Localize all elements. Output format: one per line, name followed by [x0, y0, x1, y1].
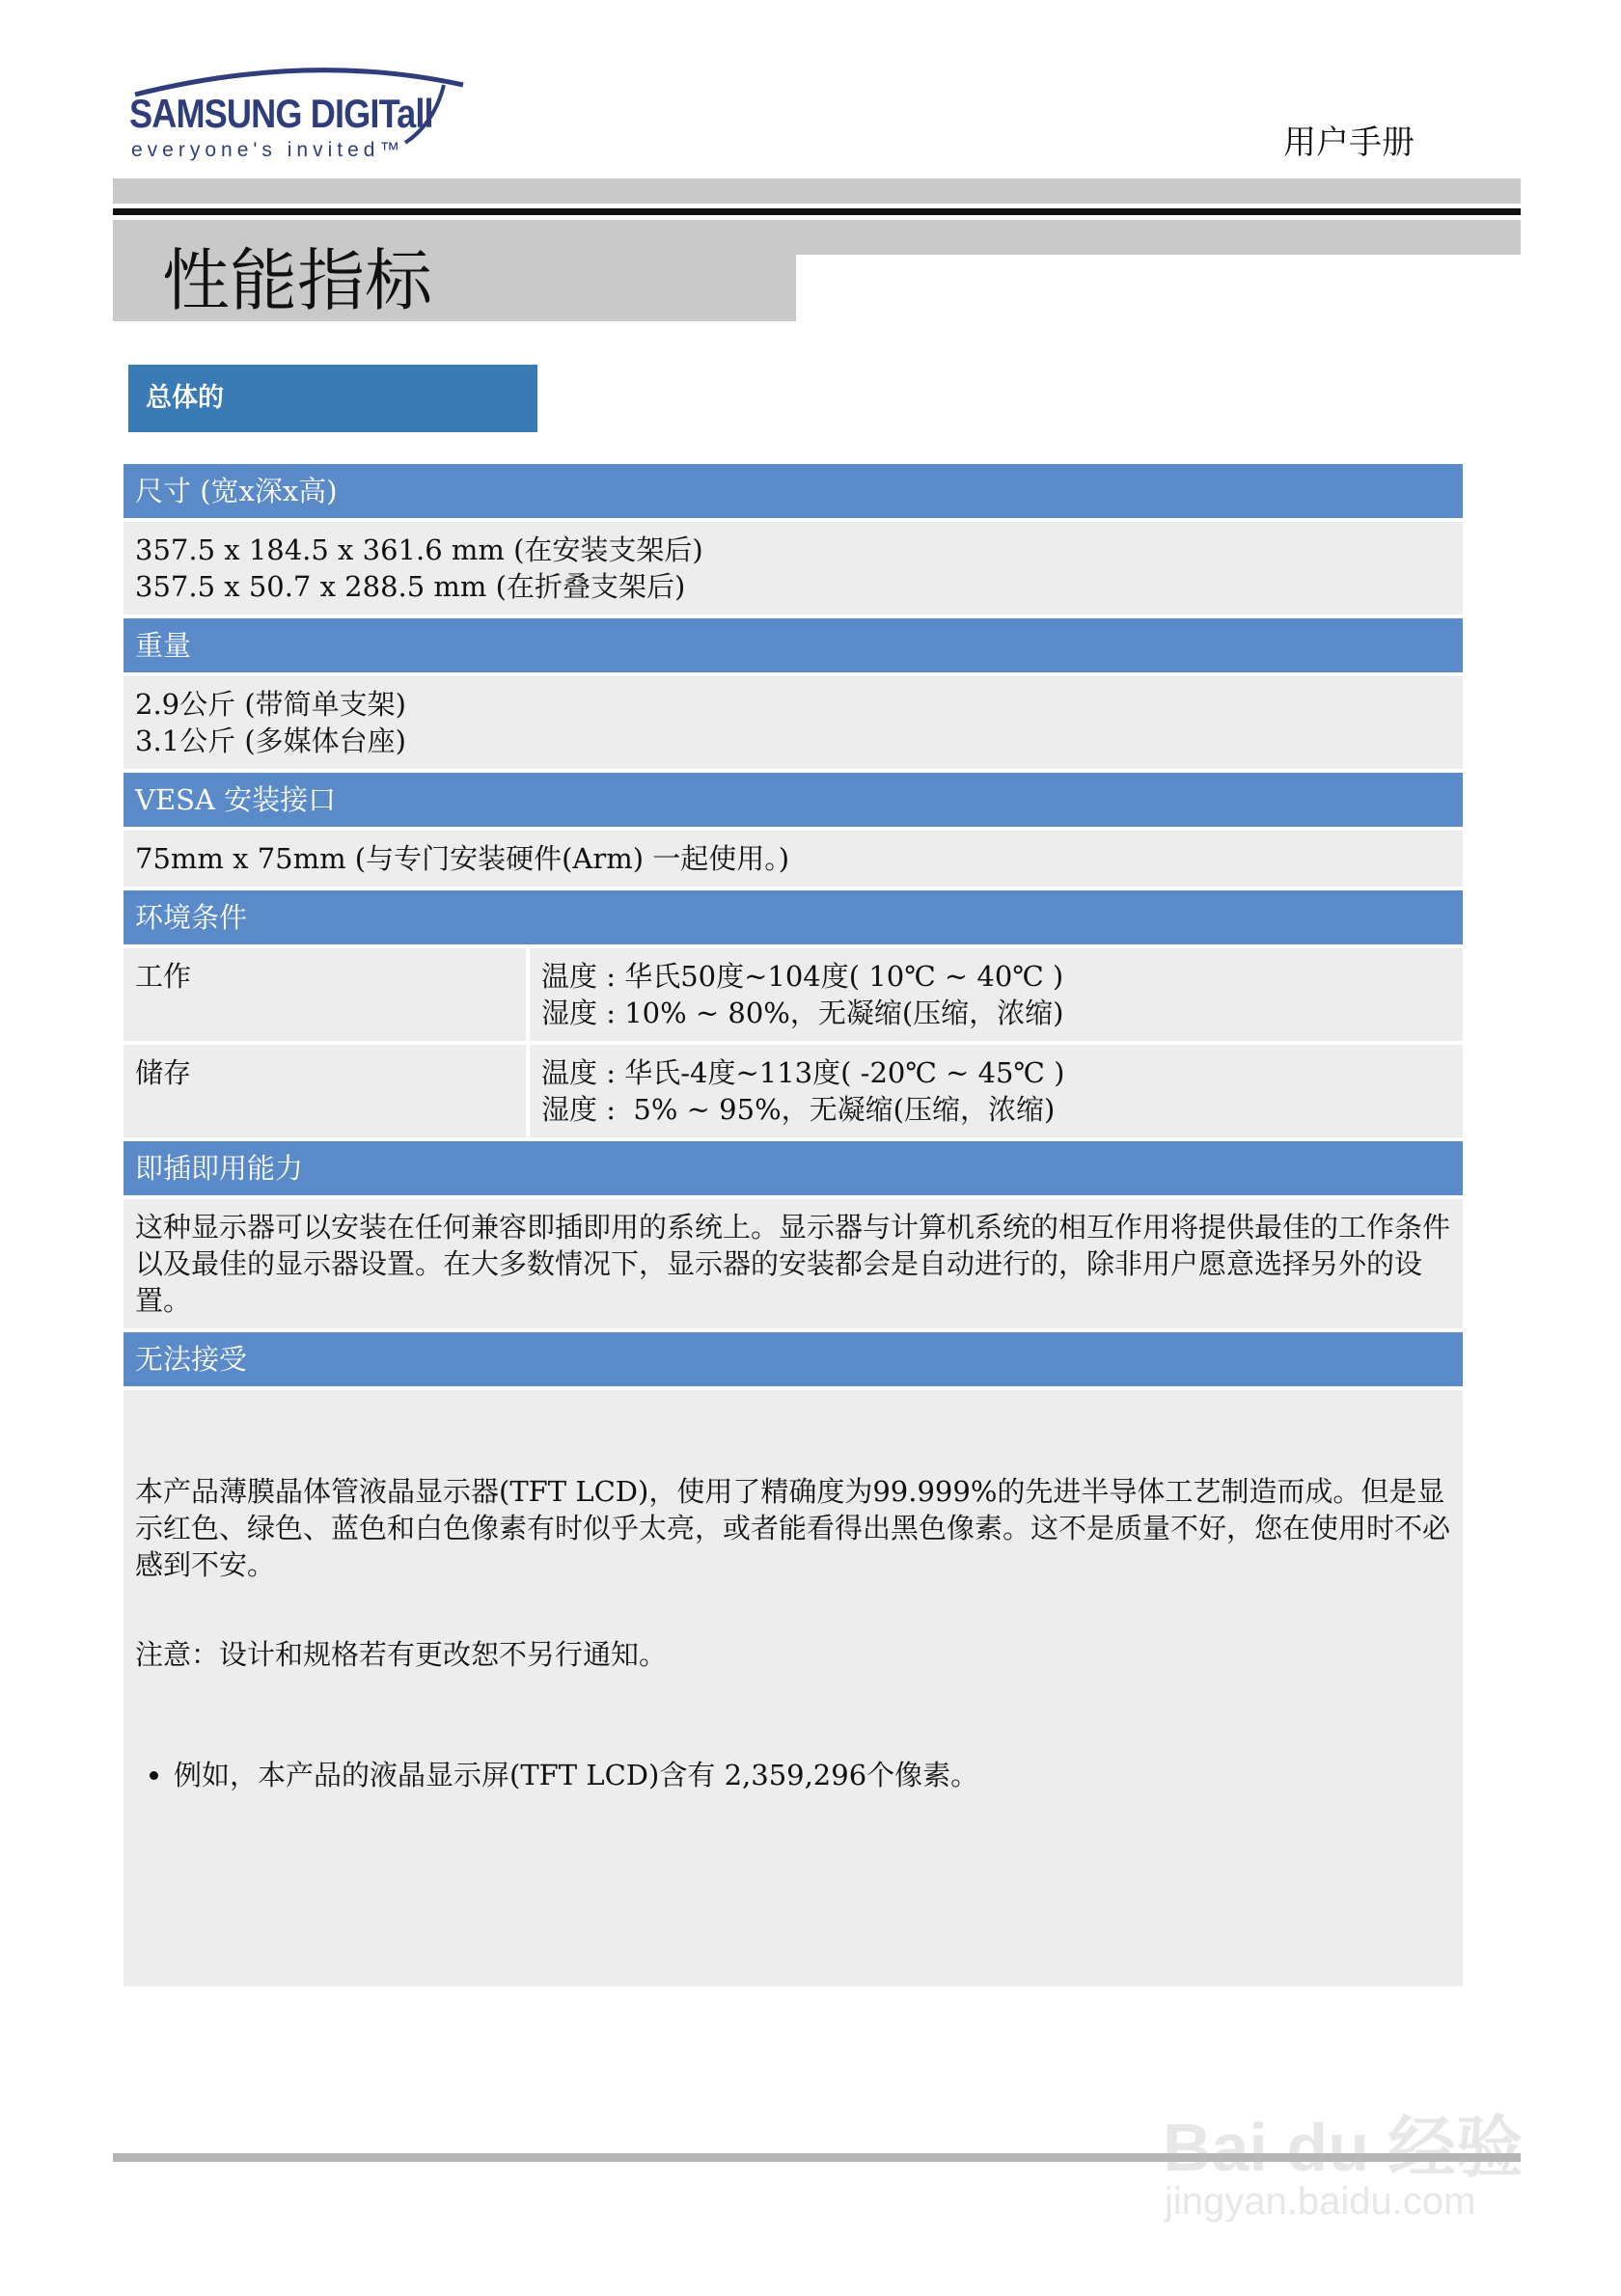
spec-header-unacceptable: 无法接受 [124, 1332, 1463, 1386]
watermark-main: Bai du 经验 [1163, 2110, 1524, 2185]
spec-header-environment: 环境条件 [124, 890, 1463, 944]
baidu-watermark [1153, 2055, 1539, 2248]
spec-value-weight: 2.9公斤 (带简单支架) 3.1公斤 (多媒体台座) [124, 676, 1463, 769]
title-notch [796, 255, 1521, 321]
unacceptable-bullets [135, 1683, 1451, 1867]
spec-value-vesa: 75mm x 75mm (与专门安装硬件(Arm) 一起使用。) [124, 831, 1463, 887]
spec-header-dimensions: 尺寸 (宽x深x高) [124, 464, 1463, 518]
spec-header-weight: 重量 [124, 618, 1463, 672]
section-tab-general: 总体的 [128, 365, 537, 432]
unacceptable-text: 本产品薄膜晶体管液晶显示器(TFT LCD)，使用了精确度为99.999%的先进半导体工艺制造而成。但是显示红色、绿色、蓝色和白色像素有时似乎太亮，或者能看得出黑色像素。这不是质量不好，您在使用时不必感到不安。 [135, 1475, 1451, 1581]
spec-value-unacceptable [124, 1390, 1463, 1986]
header-black-rule [113, 208, 1521, 215]
environment-row-storage [124, 1045, 1463, 1137]
watermark-sub: jingyan.baidu.com [1165, 2180, 1476, 2223]
spec-value-dimensions: 357.5 x 184.5 x 361.6 mm (在安装支架后) 357.5 x 50.7 x 288.5 mm (在折叠支架后) [124, 522, 1463, 615]
environment-value: 温度 : 华氏-4度~113度( -20℃ ~ 45℃ ) 湿度 : 5% ~ 95%，无凝缩(压缩，浓缩) [530, 1045, 1463, 1137]
manual-label: 用户手册 [1283, 123, 1415, 162]
samsung-logo [116, 56, 482, 162]
spec-table [124, 464, 1463, 1990]
environment-row-operating [124, 948, 1463, 1041]
logo-tagline: everyone's invited™ [131, 139, 405, 161]
environment-key: 工作 [124, 948, 526, 1041]
header-grey-band [113, 178, 1521, 204]
spec-header-plug-and-play: 即插即用能力 [124, 1141, 1463, 1195]
list-item: • 例如，本产品的液晶显示屏(TFT LCD)含有 2,359,296个像素。 [174, 1757, 1451, 1793]
environment-value: 温度 : 华氏50度~104度( 10℃ ~ 40℃ ) 湿度 : 10% ~ 80%，无凝缩(压缩，浓缩) [530, 948, 1463, 1041]
environment-key: 储存 [124, 1045, 526, 1137]
logo-main-text: SAMSUNG DIGITall [129, 91, 433, 136]
footnote: 注意：设计和规格若有更改恕不另行通知。 [135, 1638, 668, 1671]
spec-header-vesa: VESA 安装接口 [124, 773, 1463, 827]
page-title: 性能指标 [162, 241, 432, 320]
spec-value-plug-and-play: 这种显示器可以安装在任何兼容即插即用的系统上。显示器与计算机系统的相互作用将提供最佳的工作条件以及最佳的显示器设置。在大多数情况下，显示器的安装都会是自动进行的，除非用户愿意选择另外的设置。 [124, 1199, 1463, 1328]
